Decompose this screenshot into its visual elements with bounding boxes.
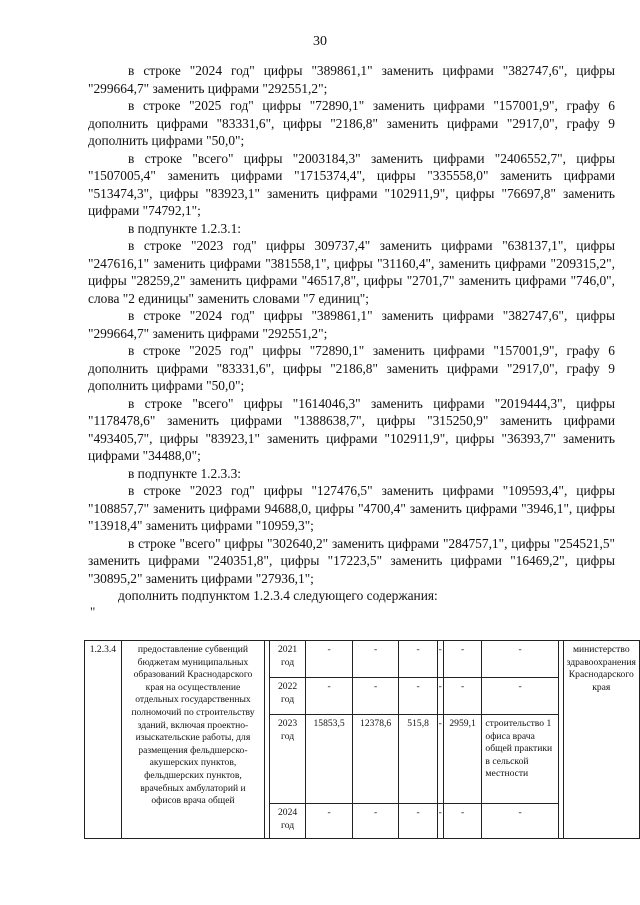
paragraph: в строке "всего" цифры "2003184,3" заменить цифрами "2406552,7", цифры "1507005,4" заменить цифрами "1715374,4", цифры "335558,0" заменить цифрами "513474,3", цифры "83923,1" заменить цифрами "102911,9", цифры "76697,8" заменить цифрами "74792,1";: [88, 150, 615, 218]
program-table: [84, 640, 640, 839]
value-cell: -: [399, 641, 437, 678]
value-cell: -: [352, 804, 399, 839]
paragraph: в строке "2024 год" цифры "389861,1" заменить цифрами "382747,6", цифры "299664,7" заменить цифрами "292551,2";: [88, 308, 615, 341]
note-cell: -: [482, 804, 558, 839]
value-cell: -: [399, 804, 437, 839]
executor-cell: министерство здравоохранения Краснодарского края: [563, 641, 639, 839]
value-cell: -: [352, 641, 399, 678]
paragraph: в строке "2023 год" цифры "127476,5" заменить цифрами "109593,4", цифры "108857,7" заменить цифрами 94688,0, цифры "4700,4" заменить цифрами "3946,1", цифры "13918,4" заменить цифрами "10959,3";: [88, 483, 615, 533]
value-cell: -: [437, 715, 443, 804]
value-cell: -: [443, 804, 482, 839]
value-cell: -: [437, 804, 443, 839]
value-cell: 2959,1: [443, 715, 482, 804]
paragraph: в подпункте 1.2.3.1:: [128, 220, 242, 236]
year-cell: 2023 год: [269, 715, 305, 804]
year-cell: 2024 год: [269, 804, 305, 839]
page-number: 30: [313, 34, 327, 49]
paragraph: в строке "2025 год" цифры "72890,1" заменить цифрами "157001,9", графу 6 дополнить цифрами "83331,6", цифры "2186,8" заменить цифрами "2917,0", графу 9 дополнить цифрами "50,0";: [88, 343, 615, 393]
paragraph: дополнить подпунктом 1.2.3.4 следующего содержания:: [118, 588, 438, 603]
table-row: [85, 641, 640, 678]
value-cell: -: [443, 678, 482, 715]
opening-quote: ": [90, 604, 96, 619]
value-cell: 12378,6: [352, 715, 399, 804]
description-cell: предоставление субвенций бюджетам муниципальных образований Краснодарского края на осуществление отдельных государственных полномочий по строительству зданий, включая проектно-изыскательские работы, для размещения фельдшерско-акушерских пунктов, фельдшерских пунктов, врачебных амбулаторий и офисов врача общей: [121, 641, 264, 839]
value-cell: 515,8: [399, 715, 437, 804]
value-cell: -: [306, 804, 353, 839]
paragraph: в строке "2023 год" цифры 309737,4" заменить цифрами "638137,1", цифры "247616,1" заменить цифрами "381558,1", цифры "31160,4", заменить цифрами "209315,2", цифры "28259,2" заменить цифрами "46517,8", цифры "2701,7" заменить цифрами "746,0", слова "2 единицы" заменить словами "7 единиц";: [88, 238, 615, 306]
note-cell: -: [482, 641, 558, 678]
paragraph: в строке "всего" цифры "302640,2" заменить цифрами "284757,1", цифры "254521,5" заменить цифрами "240351,8", цифры "17223,5" заменить цифрами "16469,2", цифры "30895,2" заменить цифрами "27936,1";: [88, 535, 615, 586]
document-body: [88, 62, 615, 605]
value-cell: -: [443, 641, 482, 678]
value-cell: -: [306, 641, 353, 678]
value-cell: -: [352, 678, 399, 715]
paragraph: в строке "всего" цифры "1614046,3" заменить цифрами "2019444,3", цифры "1178478,6" заменить цифрами "1388638,7", цифры "315250,9" заменить цифрами "493405,7", цифры "83923,1" заменить цифрами "102911,9", цифры "36393,7" заменить цифрами "34488,0";: [88, 395, 615, 463]
year-cell: 2021 год: [269, 641, 305, 678]
value-cell: -: [306, 678, 353, 715]
value-cell: 15853,5: [306, 715, 353, 804]
value-cell: -: [437, 678, 443, 715]
note-cell: -: [482, 678, 558, 715]
paragraph: в подпункте 1.2.3.3:: [128, 465, 242, 481]
note-cell: строительство 1 офиса врача общей практики в сельской местности: [482, 715, 558, 804]
item-number-cell: 1.2.3.4: [85, 641, 122, 839]
year-cell: 2022 год: [269, 678, 305, 715]
paragraph: в строке "2025 год" цифры "72890,1" заменить цифрами "157001,9", графу 6 дополнить цифрами "83331,6", цифры "2186,8" заменить цифрами "2917,0", графу 9 дополнить цифрами "50,0";: [88, 98, 615, 148]
value-cell: -: [437, 641, 443, 678]
paragraph: в строке "2024 год" цифры "389861,1" заменить цифрами "382747,6", цифры "299664,7" заменить цифрами "292551,2";: [88, 63, 615, 96]
value-cell: -: [399, 678, 437, 715]
